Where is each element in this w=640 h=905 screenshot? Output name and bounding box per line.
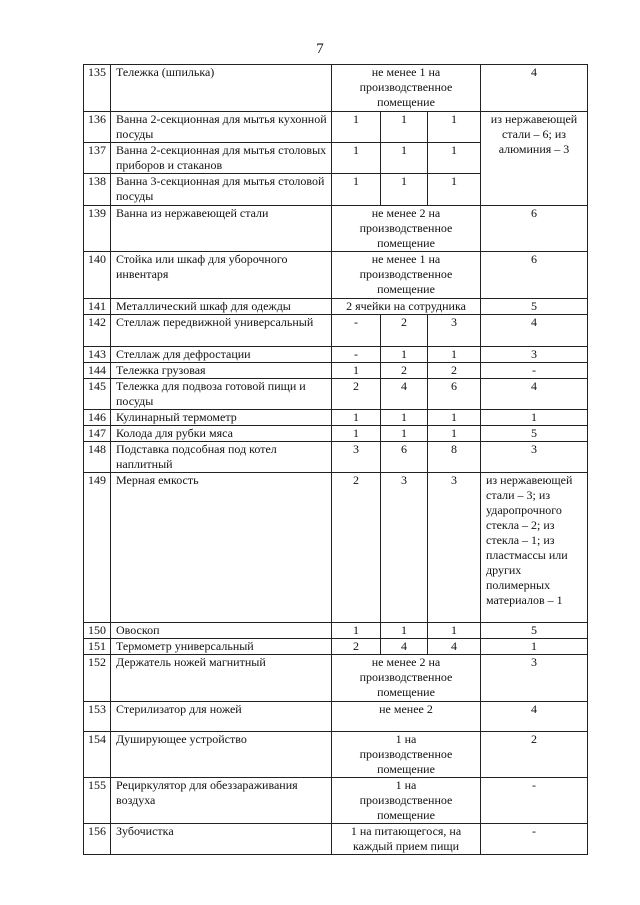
- table-row: [84, 824, 588, 855]
- row-number: 139: [84, 206, 111, 252]
- quantity-cell: 1: [428, 623, 481, 639]
- quantity-cell: 2: [428, 363, 481, 379]
- quantity-merged: не менее 2 на производственное помещение: [332, 655, 481, 702]
- row-number: 141: [84, 299, 111, 315]
- quantity-cell: 2: [381, 363, 428, 379]
- item-name: Термометр универсальный: [111, 639, 332, 655]
- row-number: 156: [84, 824, 111, 855]
- service-life: 3: [481, 347, 588, 363]
- quantity-cell: 2: [332, 473, 381, 623]
- quantity-cell: 1: [428, 410, 481, 426]
- quantity-cell: 1: [332, 426, 381, 442]
- quantity-cell: 4: [428, 639, 481, 655]
- service-life: 5: [481, 426, 588, 442]
- table-row: [84, 347, 588, 363]
- service-life: 4: [481, 379, 588, 410]
- row-number: 140: [84, 252, 111, 299]
- quantity-cell: 1: [428, 426, 481, 442]
- table-row: [84, 112, 588, 143]
- row-number: 149: [84, 473, 111, 623]
- item-name: Ванна 2-секционная для мытья столовых приборов и стаканов: [111, 143, 332, 174]
- item-name: Колода для рубки мяса: [111, 426, 332, 442]
- quantity-cell: 1: [381, 623, 428, 639]
- item-name: Тележка (шпилька): [111, 65, 332, 112]
- quantity-merged: не менее 1 на производственное помещение: [332, 252, 481, 299]
- quantity-merged: 1 на производственное помещение: [332, 732, 481, 778]
- row-number: 135: [84, 65, 111, 112]
- item-name: Тележка для подвоза готовой пищи и посуды: [111, 379, 332, 410]
- item-name: Рециркулятор для обеззараживания воздуха: [111, 778, 332, 824]
- item-name: Душирующее устройство: [111, 732, 332, 778]
- quantity-cell: 1: [332, 112, 381, 143]
- quantity-merged: 1 на питающегося, на каждый прием пищи: [332, 824, 481, 855]
- row-number: 143: [84, 347, 111, 363]
- quantity-cell: 1: [332, 410, 381, 426]
- service-life: 1: [481, 410, 588, 426]
- row-number: 144: [84, 363, 111, 379]
- service-life: -: [481, 363, 588, 379]
- item-name: Стеллаж для дефростации: [111, 347, 332, 363]
- quantity-cell: 1: [428, 174, 481, 206]
- quantity-cell: 3: [428, 315, 481, 347]
- quantity-cell: 1: [381, 426, 428, 442]
- row-number: 152: [84, 655, 111, 702]
- row-number: 155: [84, 778, 111, 824]
- quantity-cell: -: [332, 315, 381, 347]
- service-life: 4: [481, 702, 588, 732]
- quantity-cell: 1: [381, 410, 428, 426]
- table-row: [84, 655, 588, 702]
- quantity-merged: не менее 2: [332, 702, 481, 732]
- table-row: [84, 252, 588, 299]
- quantity-merged: 2 ячейки на сотрудника: [332, 299, 481, 315]
- quantity-cell: 1: [381, 174, 428, 206]
- row-number: 137: [84, 143, 111, 174]
- item-name: Металлический шкаф для одежды: [111, 299, 332, 315]
- quantity-cell: 1: [428, 347, 481, 363]
- quantity-cell: 1: [332, 363, 381, 379]
- item-name: Ванна 2-секционная для мытья кухонной посуды: [111, 112, 332, 143]
- table-row: [84, 473, 588, 623]
- item-name: Стеллаж передвижной универсальный: [111, 315, 332, 347]
- quantity-cell: 2: [332, 379, 381, 410]
- quantity-cell: 1: [428, 112, 481, 143]
- quantity-cell: 3: [332, 442, 381, 473]
- row-number: 150: [84, 623, 111, 639]
- table-row: [84, 299, 588, 315]
- quantity-cell: -: [332, 347, 381, 363]
- item-name: Ванна из нержавеющей стали: [111, 206, 332, 252]
- service-life: 2: [481, 732, 588, 778]
- item-name: Овоскоп: [111, 623, 332, 639]
- service-life: 3: [481, 442, 588, 473]
- quantity-cell: 3: [381, 473, 428, 623]
- page-number: 7: [316, 41, 324, 57]
- quantity-cell: 4: [381, 639, 428, 655]
- item-name: Зубочистка: [111, 824, 332, 855]
- quantity-cell: 1: [332, 623, 381, 639]
- row-number: 151: [84, 639, 111, 655]
- row-number: 136: [84, 112, 111, 143]
- service-life: -: [481, 778, 588, 824]
- table-row: [84, 379, 588, 410]
- quantity-merged: не менее 1 на производственное помещение: [332, 65, 481, 112]
- service-life: 5: [481, 299, 588, 315]
- quantity-cell: 6: [381, 442, 428, 473]
- table-row: [84, 442, 588, 473]
- quantity-merged: 1 на производственное помещение: [332, 778, 481, 824]
- table-row: [84, 363, 588, 379]
- table-row: [84, 315, 588, 347]
- quantity-cell: 2: [332, 639, 381, 655]
- service-life: 5: [481, 623, 588, 639]
- quantity-cell: 1: [428, 143, 481, 174]
- item-name: Стерилизатор для ножей: [111, 702, 332, 732]
- quantity-cell: 1: [381, 112, 428, 143]
- service-life: из нержавеющей стали – 3; из ударопрочного стекла – 2; из стекла – 1; из пластмассы или других полимерных материалов – 1: [481, 473, 588, 623]
- table-row: [84, 623, 588, 639]
- service-life: 3: [481, 655, 588, 702]
- quantity-cell: 3: [428, 473, 481, 623]
- quantity-cell: 1: [381, 143, 428, 174]
- quantity-cell: 1: [332, 143, 381, 174]
- quantity-cell: 6: [428, 379, 481, 410]
- table-row: [84, 778, 588, 824]
- item-name: Стойка или шкаф для уборочного инвентаря: [111, 252, 332, 299]
- row-number: 142: [84, 315, 111, 347]
- service-life: 1: [481, 639, 588, 655]
- row-number: 154: [84, 732, 111, 778]
- row-number: 146: [84, 410, 111, 426]
- row-number: 138: [84, 174, 111, 206]
- row-number: 148: [84, 442, 111, 473]
- item-name: Подставка подсобная под котел наплитный: [111, 442, 332, 473]
- quantity-merged: не менее 2 на производственное помещение: [332, 206, 481, 252]
- row-number: 147: [84, 426, 111, 442]
- table-row: [84, 410, 588, 426]
- equipment-table: [83, 64, 588, 855]
- row-number: 145: [84, 379, 111, 410]
- item-name: Держатель ножей магнитный: [111, 655, 332, 702]
- table-row: [84, 426, 588, 442]
- service-life: 6: [481, 206, 588, 252]
- item-name: Кулинарный термометр: [111, 410, 332, 426]
- quantity-cell: 1: [332, 174, 381, 206]
- quantity-cell: 4: [381, 379, 428, 410]
- service-life: -: [481, 824, 588, 855]
- service-life: 4: [481, 65, 588, 112]
- quantity-cell: 8: [428, 442, 481, 473]
- service-life: 4: [481, 315, 588, 347]
- table-row: [84, 702, 588, 732]
- item-name: Мерная емкость: [111, 473, 332, 623]
- quantity-cell: 1: [381, 347, 428, 363]
- table-row: [84, 639, 588, 655]
- item-name: Тележка грузовая: [111, 363, 332, 379]
- service-life: 6: [481, 252, 588, 299]
- quantity-cell: 2: [381, 315, 428, 347]
- row-number: 153: [84, 702, 111, 732]
- table-row: [84, 206, 588, 252]
- item-name: Ванна 3-секционная для мытья столовой посуды: [111, 174, 332, 206]
- table-row: [84, 65, 588, 112]
- table-row: [84, 732, 588, 778]
- service-life: из нержавеющей стали – 6; из алюминия – 3: [481, 112, 588, 206]
